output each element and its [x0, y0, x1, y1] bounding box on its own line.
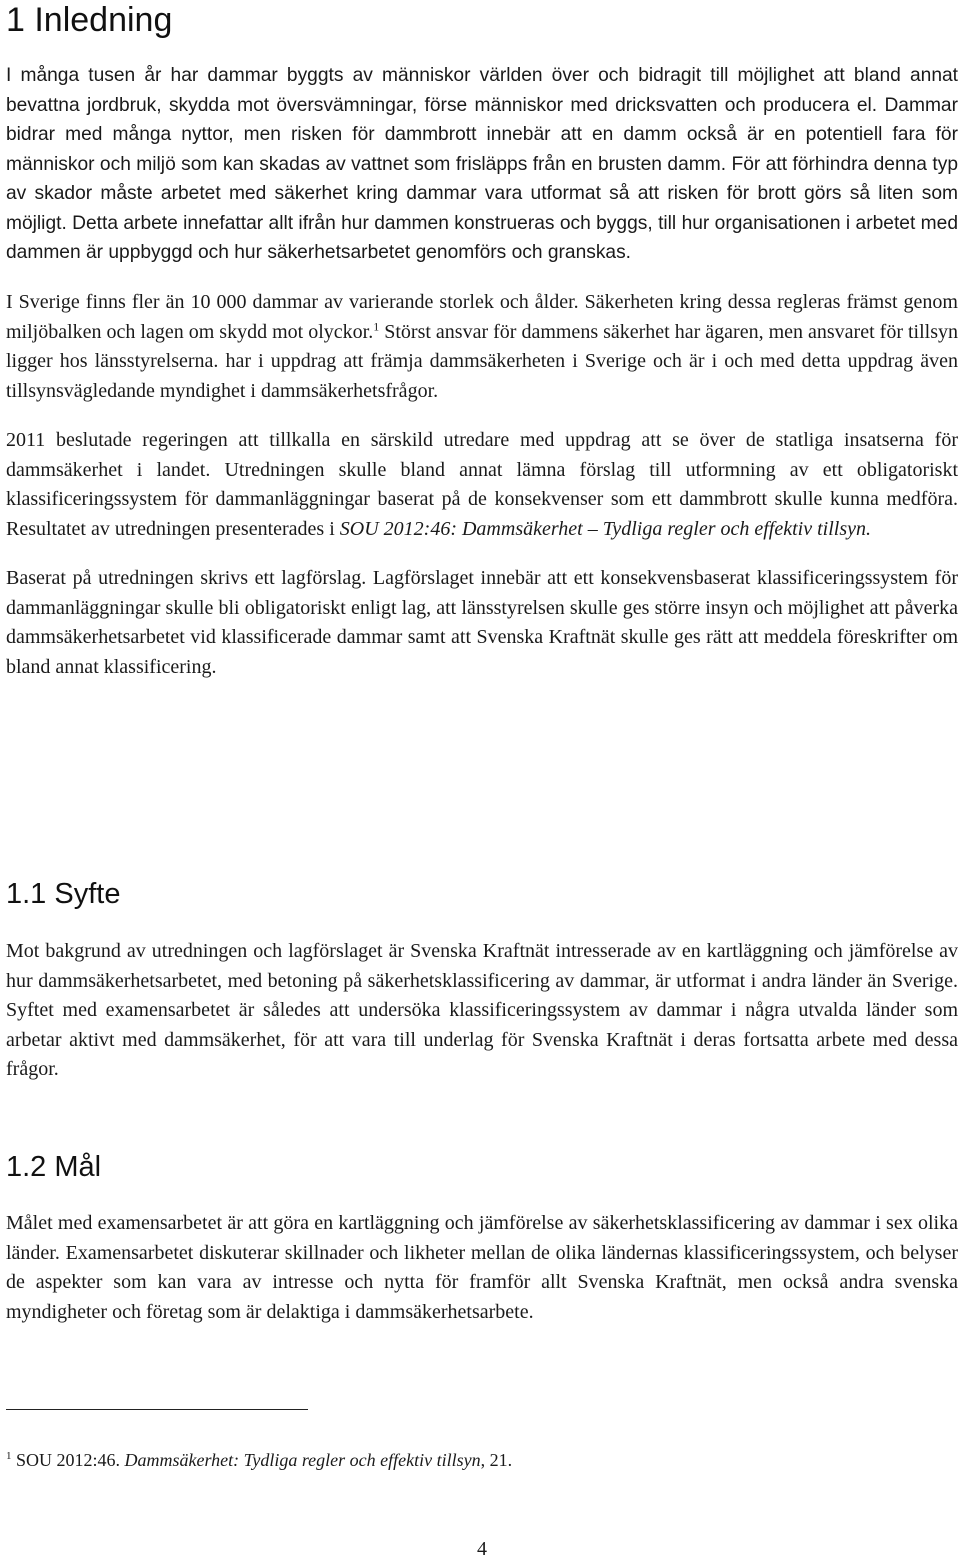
intro-paragraph-4-text: Baserat på utredningen skrivs ett lagförslag. Lagförslaget innebär att ett konsekvensbaserat klassificeringssystem för dammanläggningar skulle bli obligatoriskt enligt lag, att länsstyrelsen skulle ges större insyn och möjlighet att påverka dammsäkerhetsarbetet vid klassificerade dammar samt att Svenska Kraftnät skulle ges rätt att meddela föreskrifter om bland annat klassificering. — [6, 567, 958, 678]
intro-paragraph-4 — [6, 564, 958, 682]
intro-paragraph-2-text-b: Störst ansvar för dammens säkerhet har ägaren, men ansvaret för tillsyn ligger hos länsstyrelserna. har i uppdrag att främja dammsäkerheten i Sverige och är i och med detta uppdrag även tillsynsvägledande myndighet i dammsäkerhetsfrågor. — [6, 320, 959, 402]
footnote-title: Dammsäkerhet: Tydliga regler och effektiv tillsyn — [124, 1450, 481, 1470]
section-heading-mal: 1.2 Mål — [6, 1151, 102, 1183]
footnote-text-a: SOU 2012:46. — [11, 1450, 125, 1470]
chapter-heading: 1 Inledning — [6, 1, 173, 39]
mal-paragraph-text: Målet med examensarbetet är att göra en kartläggning och jämförelse av säkerhetsklassificering av dammar i sex olika länder. Examensarbetet diskuterar skillnader och likheter mellan de olika ländernas klassificeringssystem, och belyser de aspekter som kan vara av intresse och nytta för framför allt Svenska Kraftnät, men också andra svenska myndigheter och företag som är delaktiga i dammsäkerhetsarbete. — [6, 1212, 958, 1323]
page-number: 4 — [477, 1538, 487, 1560]
syfte-paragraph-text: Mot bakgrund av utredningen och lagförslaget är Svenska Kraftnät intresserade av en kartläggning och jämförelse av hur dammsäkerhetsarbetet, med betoning på säkerhetsklassificering av dammar, är utformat i andra länder än Sverige. Syftet med examensarbetet är således att undersöka klassificeringssystem av dammar i några utvalda länder som arbetar aktivt med dammsäkerhet, för att vara till underlag för Svenska Kraftnät i deras fortsatta arbete med dessa frågor. — [6, 940, 958, 1080]
syfte-paragraph — [6, 937, 958, 1085]
section-heading-syfte: 1.1 Syfte — [6, 878, 121, 910]
intro-paragraph-3-text: 2011 beslutade regeringen att tillkalla en särskild utredare med uppdrag att se över de statliga insatserna för dammsäkerhet i landet. Utredningen skulle bland annat lämna förslag till utformning av ett obligatoriskt klassificeringssystem för dammanläggningar baserat på de konsekvenser som ett dammbrott skulle kunna medföra. Resultatet av utredningen presenterades i — [6, 429, 958, 540]
footnote — [6, 1448, 512, 1472]
intro-paragraph-1 — [6, 61, 958, 268]
report-title-reference: SOU 2012:46: Dammsäkerhet – Tydliga regler och effektiv tillsyn. — [339, 517, 871, 540]
intro-paragraph-2-text-a: I Sverige finns fler än 10 000 dammar av varierande storlek och ålder. Säkerheten kring dessa regleras främst genom miljöbalken och lagen om skydd mot olyckor. — [6, 291, 958, 343]
intro-paragraph-2 — [6, 288, 958, 406]
footnote-reference[interactable]: 1 — [373, 318, 380, 333]
footnote-number: 1 — [6, 1450, 12, 1462]
footnote-separator — [6, 1409, 308, 1410]
intro-paragraph-3 — [6, 426, 958, 544]
intro-paragraph-1-text: I många tusen år har dammar byggts av människor världen över och bidragit till möjlighet att bland annat bevattna jordbruk, skydda mot översvämningar, förse människor med dricksvatten och producera el. Dammar bidrar med många nyttor, men risken för dammbrott innebär att en damm också är en potentiell fara för människor och miljö som kan skadas av vattnet som frisläpps från en brusten damm. För att förhindra denna typ av skador måste arbetet med säkerhet kring dammar vara utformat så att risken för brott görs så liten som möjligt. Detta arbete innefattar allt ifrån hur dammen konstrueras och byggs, till hur organisationen i arbetet med dammen är uppbyggd och hur säkerhetsarbetet genomförs och granskas. — [6, 65, 958, 263]
footnote-text-b: , 21. — [480, 1450, 513, 1470]
mal-paragraph — [6, 1209, 958, 1327]
